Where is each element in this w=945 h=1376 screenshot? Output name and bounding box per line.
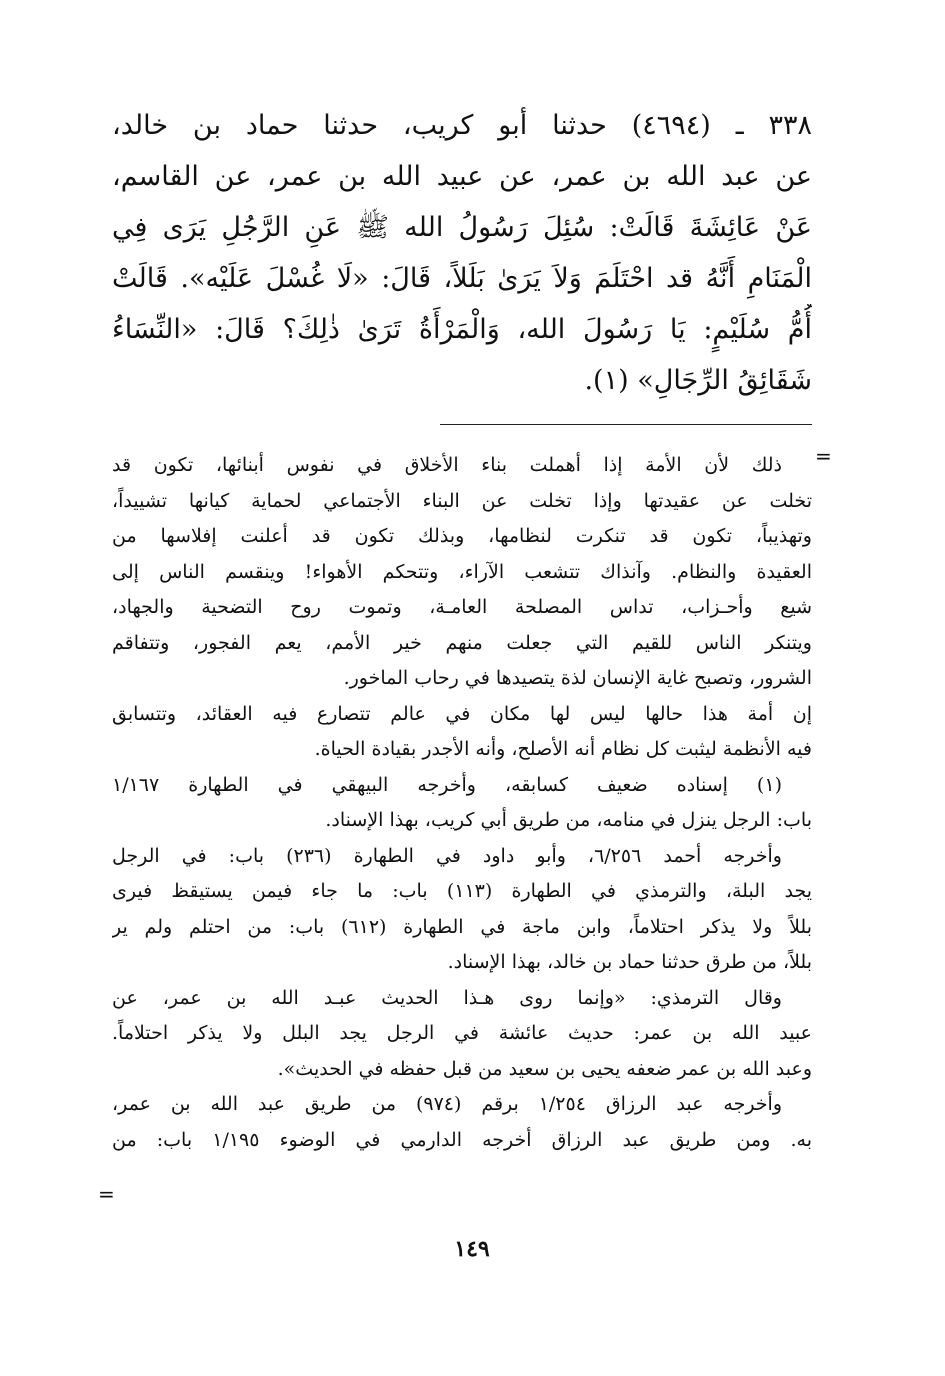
footnote-line-16: وقال الترمذي: «وإنما روى هـذا الحديث عبـد الله بن عمر، عن [112,986,782,1009]
footnote-line-19: وأخرجه عبد الرزاق ١/٢٥٤ برقم (٩٧٤) من طريق عبد الله بن عمر، [112,1093,782,1115]
footnote-line-7: الشرور، وتصبح غاية الإنسان لذة يتصيدها في رحاب الماخور. [343,667,812,689]
hadith-line-3: عَنْ عَائِشَةَ قَالَتْ: سُئِلَ رَسُولُ الله ﷺ عَنِ الرَّجُلِ يَرَى فِي [112,212,812,243]
footnote-line-10: (١) إسناده ضعيف كسابقه، وأخرجه البيهقي في الطهارة ١/١٦٧ [112,773,782,796]
footnote-line-5: شيع وأحـزاب، تداس المصلحة العامـة، وتموت روح التضحية والجهاد، [112,596,812,618]
footnote-line-9: فيه الأنظمة ليثبت كل نظام أنه الأصلح، وأنه الأجدر بقيادة الحياة. [314,738,812,760]
footnote-line-20: به. ومن طريق عبد الرزاق أخرجه الدارمي في الوضوء ١/١٩٥ باب: من [112,1128,812,1151]
footnote-line-1: ذلك لأن الأمة إذا أهملت بناء الأخلاق في نفوس أبنائها، تكون قد [112,454,782,476]
continuation-mark: = [815,444,832,468]
page-number: ١٤٩ [454,1236,490,1262]
footnote-line-17: عبيد الله بن عمر: حديث عائشة في الرجل يجد البلل ولا يذكر احتلاماً. [112,1022,812,1044]
end-continuation-mark: = [98,1182,115,1206]
hadith-line-5: أُمُّ سُلَيْمٍ: يَا رَسُولَ الله، وَالْمَرْأَةُ تَرَىٰ ذٰلِكَ؟ قَالَ: «النِّسَاءُ [112,314,812,345]
hadith-line-2: عن عبد الله بن عمر، عن عبيد الله بن عمر، عن القاسم، [112,161,812,192]
hadith-line-1: ٣٣٨ ـ (٤٦٩٤) حدثنا أبو كريب، حدثنا حماد بن خالد، [112,110,812,141]
footnote-line-8: إن أمة هذا حالها ليس لها مكان في عالم تتصارع فيه العقائد، وتتسابق [112,702,812,725]
footnote-line-11: باب: الرجل ينزل في منامه، من طريق أبي كريب، بهذا الإسناد. [325,809,812,831]
footnote-line-3: وتهذيباً، تكون قد تنكرت لنظامها، وبذلك تكون قد أعلنت إفلاسها من [112,525,812,547]
footnote-line-4: العقيدة والنظام. وآنذاك تتشعب الآراء، وتتحكم الأهواء! وينقسم الناس إلى [112,560,812,583]
hadith-text [112,100,812,406]
footnote-line-12: وأخرجه أحمد ٦/٢٥٦، وأبو داود في الطهارة (٢٣٦) باب: في الرجل [112,844,782,867]
footnote-line-15: بللاً، من طرق حدثنا حماد بن خالد، بهذا الإسناد. [447,951,812,973]
footnote-line-13: يجد البلة، والترمذي في الطهارة (١١٣) باب: ما جاء فيمن يستيقظ فيرى [112,880,812,902]
hadith-line-6: شَقَائِقُ الرِّجَالِ» (١). [584,365,812,396]
footnote-divider [440,424,812,425]
footnote-line-14: بللاً ولا يذكر احتلاماً، وابن ماجة في الطهارة (٦١٢) باب: من احتلم ولم ير [112,915,812,938]
footnote-line-2: تخلت عن عقيدتها وإذا تخلت عن البناء الأجتماعي لحماية كيانها تشييداً، [112,489,812,512]
hadith-line-4: الْمَنَامِ أَنَّهُ قد احْتَلَمَ وَلاَ يَرَىٰ بَلَلاً، قَالَ: «لَا غُسْلَ عَلَيْه». قَالَتْ [112,263,812,294]
footnotes [112,448,812,1158]
footnote-line-6: ويتنكر الناس للقيم التي جعلت منهم خير الأمم، يعم الفجور، وتتفاقم [112,631,812,654]
footnote-line-18: وعبد الله بن عمر ضعفه يحيى بن سعيد من قبل حفظه في الحديث». [277,1057,812,1080]
